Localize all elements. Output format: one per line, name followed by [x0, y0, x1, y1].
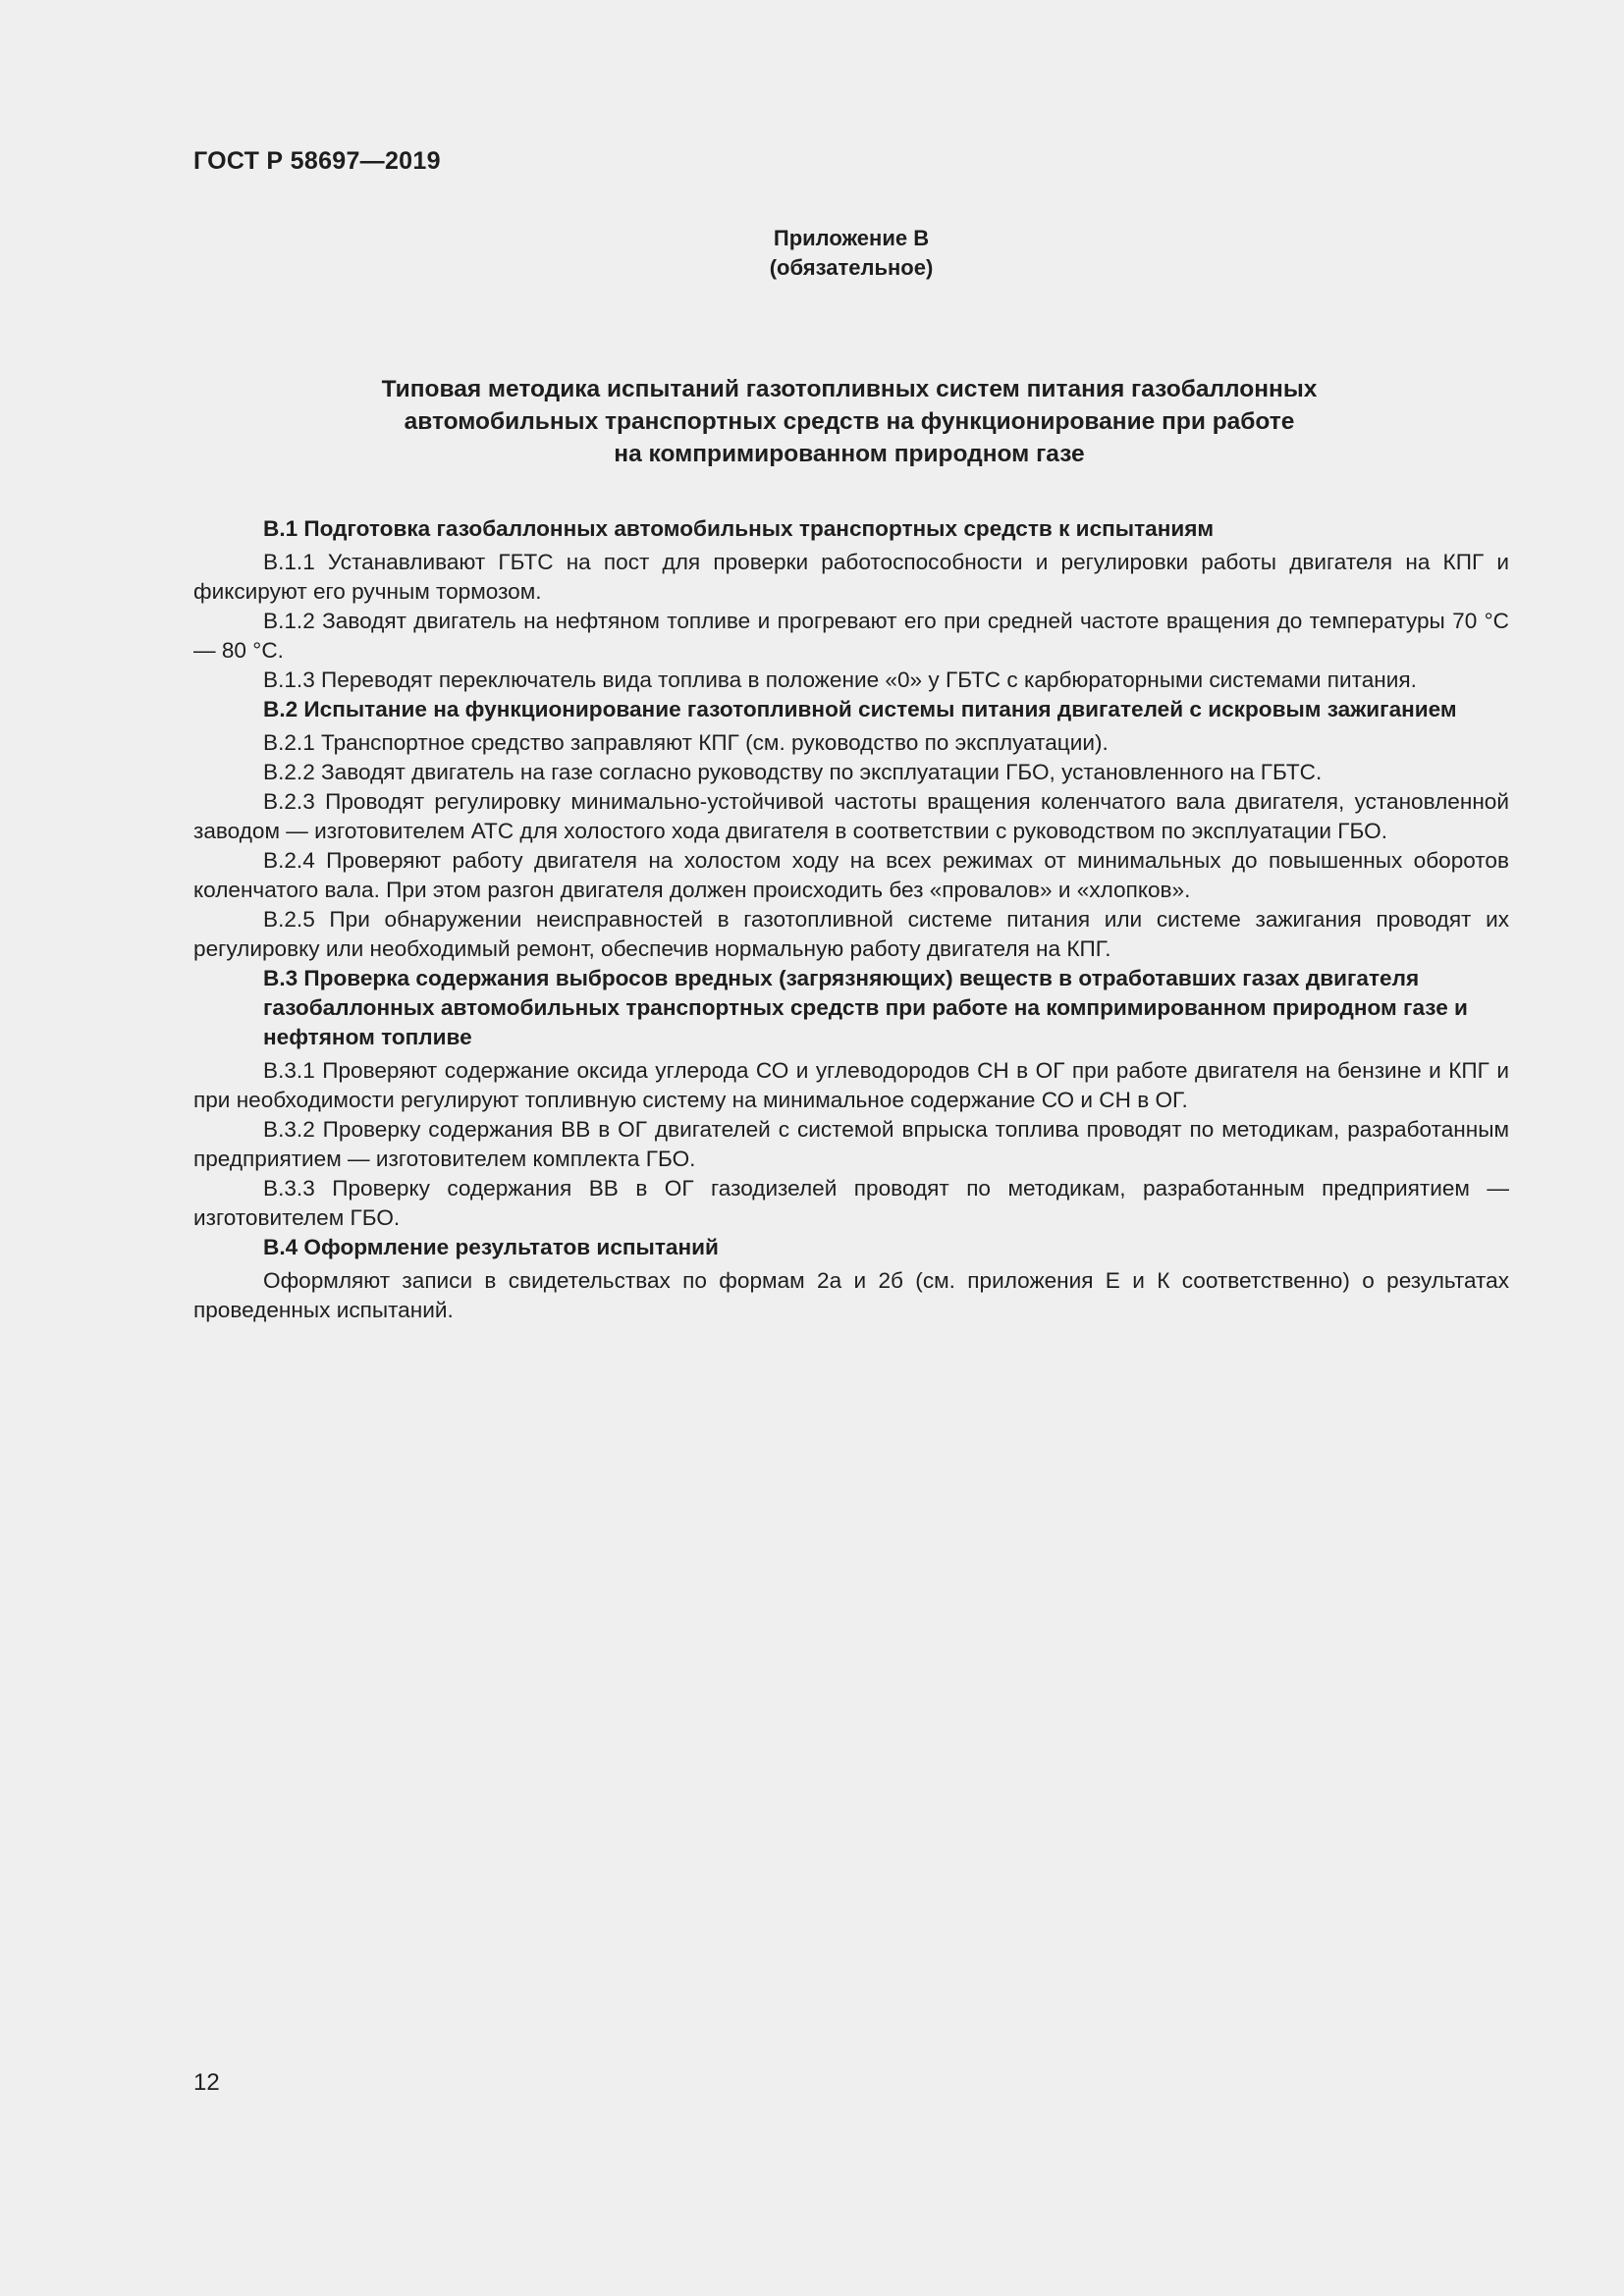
- paragraph: В.3.1 Проверяют содержание оксида углерода СО и углеводородов СН в ОГ при работе двигателя на бензине и КПГ и при необходимости регулируют топливную систему на минимальное содержание СО и СН в ОГ.: [193, 1058, 1509, 1112]
- section-heading: В.2 Испытание на функционирование газотопливной системы питания двигателей с искровым зажиганием: [263, 697, 1457, 721]
- section-heading: В.1 Подготовка газобаллонных автомобильных транспортных средств к испытаниям: [263, 516, 1215, 541]
- paragraph: В.3.2 Проверку содержания ВВ в ОГ двигателей с системой впрыска топлива проводят по методикам, разработанным предприятием — изготовителем комплекта ГБО.: [193, 1117, 1509, 1171]
- paragraph: В.1.1 Устанавливают ГБТС на пост для проверки работоспособности и регулировки работы двигателя на КПГ и фиксируют его ручным тормозом.: [193, 550, 1509, 604]
- section-heading: В.3 Проверка содержания выбросов вредных (загрязняющих) веществ в отработавших газах двигателя газобаллонных автомобильных транспортных средств при работе на компримированном природном газе и нефтяном топливе: [263, 966, 1468, 1049]
- main-title-line: на компримированном природном газе: [614, 441, 1085, 467]
- paragraph: В.2.1 Транспортное средство заправляют КПГ (см. руководство по эксплуатации).: [263, 730, 1109, 755]
- document-designation: ГОСТ Р 58697—2019: [193, 147, 441, 175]
- page-number: 12: [193, 2069, 220, 2096]
- paragraph: В.3.3 Проверку содержания ВВ в ОГ газодизелей проводят по методикам, разработанным предприятием — изготовителем ГБО.: [193, 1176, 1509, 1230]
- main-title: [255, 373, 1443, 470]
- main-title-line: Типовая методика испытаний газотопливных систем питания газобаллонных: [381, 376, 1318, 402]
- paragraph: В.1.3 Переводят переключатель вида топлива в положение «0» у ГБТС с карбюраторными системами питания.: [263, 667, 1417, 692]
- section-b1: [193, 514, 1509, 695]
- paragraph: В.2.5 При обнаружении неисправностей в газотопливной системе питания или системе зажигания проводят их регулировку или необходимый ремонт, обеспечив нормальную работу двигателя на КПГ.: [193, 907, 1509, 961]
- section-b2: [193, 695, 1509, 964]
- paragraph: Оформляют записи в свидетельствах по формам 2а и 2б (см. приложения Е и К соответственно) о результатах проведенных испытаний.: [193, 1268, 1509, 1322]
- appendix-status: (обязательное): [769, 255, 934, 280]
- appendix-heading: [0, 224, 1624, 283]
- paragraph: В.2.2 Заводят двигатель на газе согласно руководству по эксплуатации ГБО, установленного на ГБТС.: [263, 760, 1323, 784]
- paragraph: В.1.2 Заводят двигатель на нефтяном топливе и прогревают его при средней частоте вращения до температуры 70 °С — 80 °С.: [193, 609, 1509, 663]
- main-title-line: автомобильных транспортных средств на функционирование при работе: [404, 408, 1295, 435]
- appendix-title: Приложение В: [773, 226, 930, 250]
- paragraph: В.2.3 Проводят регулировку минимально-устойчивой частоты вращения коленчатого вала двигателя, установленной заводом — изготовителем АТС для холостого хода двигателя в соответствии с руководством по эксплуатации ГБО.: [193, 789, 1509, 843]
- section-b3: [193, 964, 1509, 1233]
- section-b4: [193, 1233, 1509, 1325]
- section-heading: В.4 Оформление результатов испытаний: [263, 1235, 719, 1259]
- paragraph: В.2.4 Проверяют работу двигателя на холостом ходу на всех режимах от минимальных до повышенных оборотов коленчатого вала. При этом разгон двигателя должен происходить без «провалов» и «хлопков».: [193, 848, 1509, 902]
- document-body: [193, 514, 1509, 1325]
